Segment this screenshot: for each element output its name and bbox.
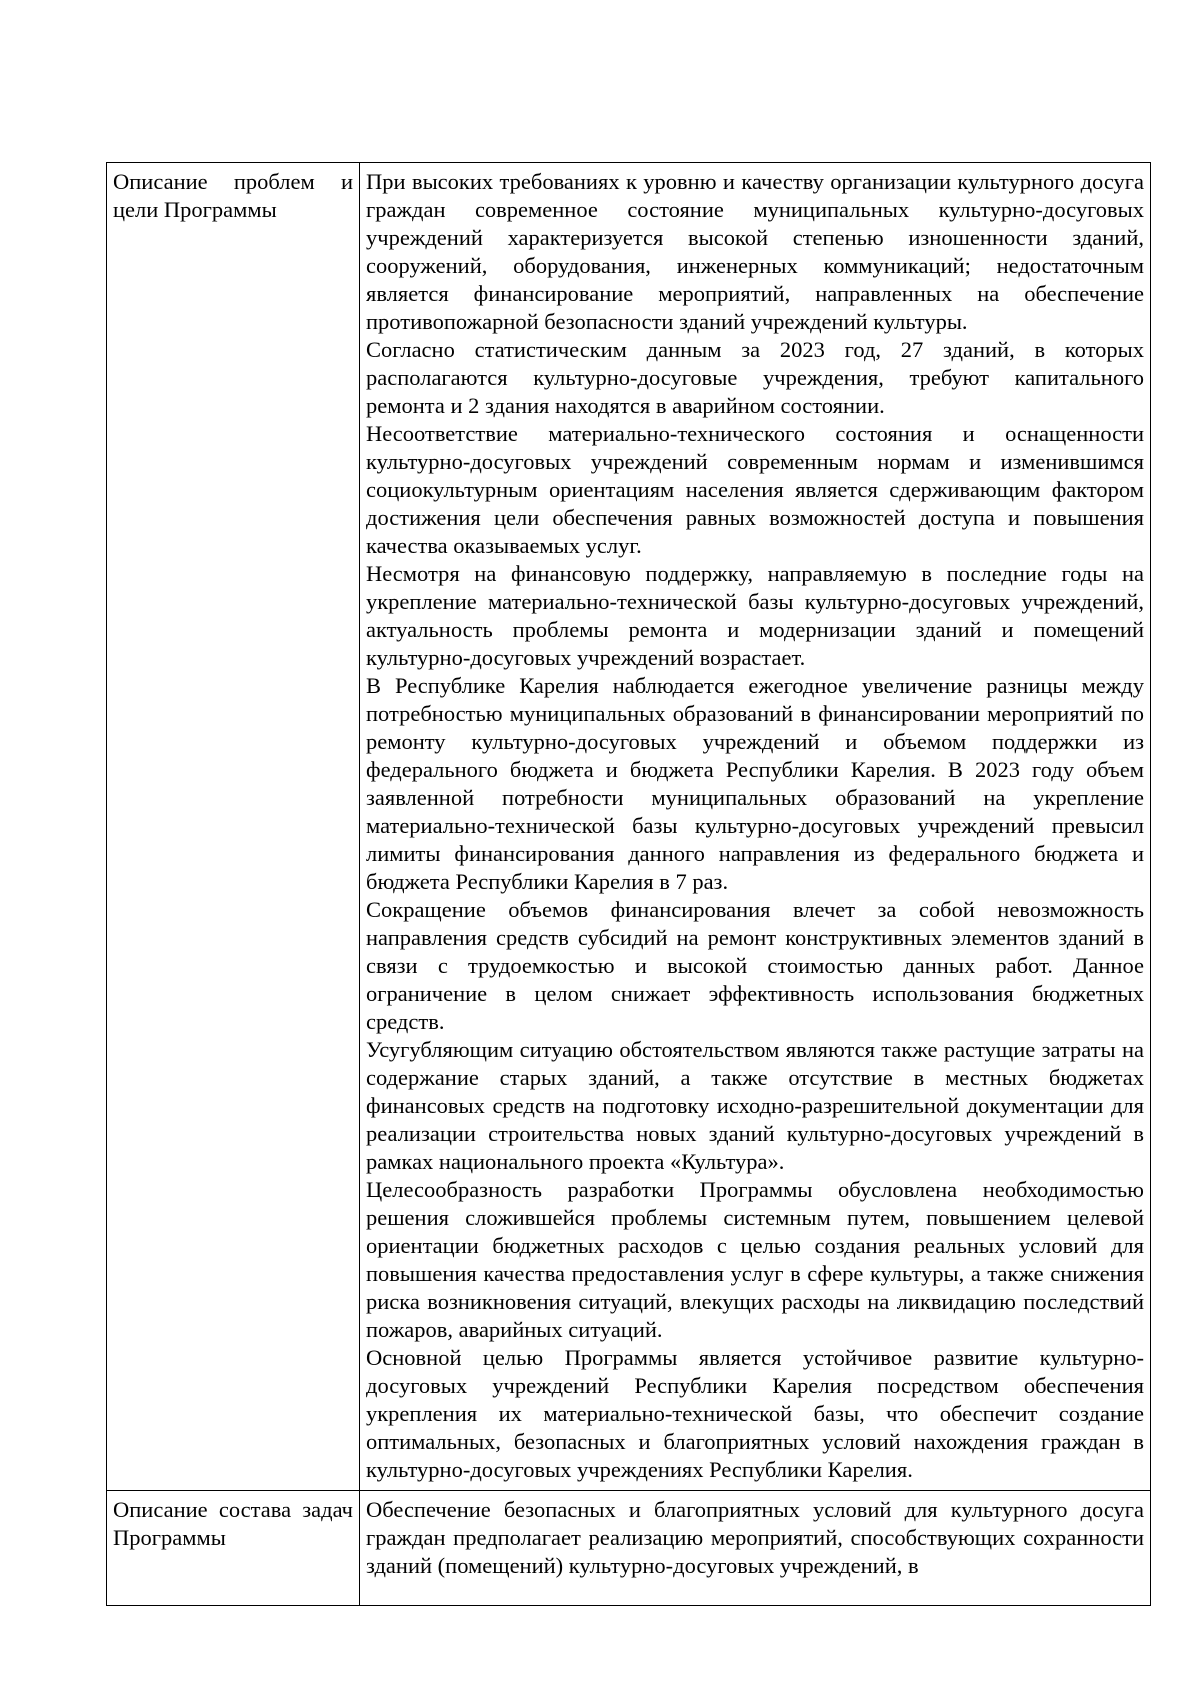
table-row-tasks — [107, 1491, 1151, 1606]
paragraph: Несмотря на финансовую поддержку, направляемую в последние годы на укрепление материально-технической базы культурно-досуговых учреждений, актуальность проблемы ремонта и модернизации зданий и помещений культурно-досуговых учреждений возрастает. — [366, 561, 1144, 670]
row-label-problems-goals: Описание проблем и цели Программы — [107, 163, 360, 1491]
paragraph: Согласно статистическим данным за 2023 год, 27 зданий, в которых располагаются культурно-досуговые учреждения, требуют капитального ремонта и 2 здания находятся в аварийном состоянии. — [366, 337, 1144, 418]
program-table — [106, 162, 1151, 1606]
paragraph: Усугубляющим ситуацию обстоятельством являются также растущие затраты на содержание старых зданий, а также отсутствие в местных бюджетах финансовых средств на подготовку исходно-разрешительной документации для реализации строительства новых зданий культурно-досуговых учреждений в рамках национального проекта «Культура». — [366, 1037, 1144, 1174]
paragraph: При высоких требованиях к уровню и качеству организации культурного досуга граждан современное состояние муниципальных культурно-досуговых учреждений характеризуется высокой степенью изношенности зданий, сооружений, оборудования, инженерных коммуникаций; недостаточным является финансирование мероприятий, направленных на обеспечение противопожарной безопасности зданий учреждений культуры. — [366, 169, 1144, 334]
paragraph: Обеспечение безопасных и благоприятных условий для культурного досуга граждан предполагает реализацию мероприятий, способствующих сохранности зданий (помещений) культурно-досуговых учреждений, в — [366, 1497, 1144, 1578]
paragraph: Основной целью Программы является устойчивое развитие культурно-досуговых учреждений Республики Карелия посредством обеспечения укрепления их материально-технической базы, что обеспечит создание оптимальных, безопасных и благоприятных условий нахождения граждан в культурно-досуговых учреждениях Республики Карелия. — [366, 1345, 1144, 1482]
paragraph: Целесообразность разработки Программы обусловлена необходимостью решения сложившейся проблемы системным путем, повышением целевой ориентации бюджетных расходов с целью создания реальных условий для повышения качества предоставления услуг в сфере культуры, а также снижения риска возникновения ситуаций, влекущих расходы на ликвидацию последствий пожаров, аварийных ситуаций. — [366, 1177, 1144, 1342]
table-row-problems-goals — [107, 163, 1151, 1491]
paragraph: Сокращение объемов финансирования влечет за собой невозможность направления средств субсидий на ремонт конструктивных элементов зданий в связи с трудоемкостью и высокой стоимостью данных работ. Данное ограничение в целом снижает эффективность использования бюджетных средств. — [366, 897, 1144, 1034]
paragraph: В Республике Карелия наблюдается ежегодное увеличение разницы между потребностью муниципальных образований в финансировании мероприятий по ремонту культурно-досуговых учреждений и объемом поддержки из федерального бюджета и бюджета Республики Карелия. В 2023 году объем заявленной потребности муниципальных образований на укрепление материально-технической базы культурно-досуговых учреждений превысил лимиты финансирования данного направления из федерального бюджета и бюджета Республики Карелия в 7 раз. — [366, 673, 1144, 894]
row-label-tasks: Описание состава задач Программы — [107, 1491, 360, 1606]
paragraph: Несоответствие материально-технического состояния и оснащенности культурно-досуговых учреждений современным нормам и изменившимся социокультурным ориентациям населения является сдерживающим фактором достижения цели обеспечения равных возможностей доступа и повышения качества оказываемых услуг. — [366, 421, 1144, 558]
row-content-tasks — [360, 1491, 1151, 1606]
row-content-problems-goals — [360, 163, 1151, 1491]
